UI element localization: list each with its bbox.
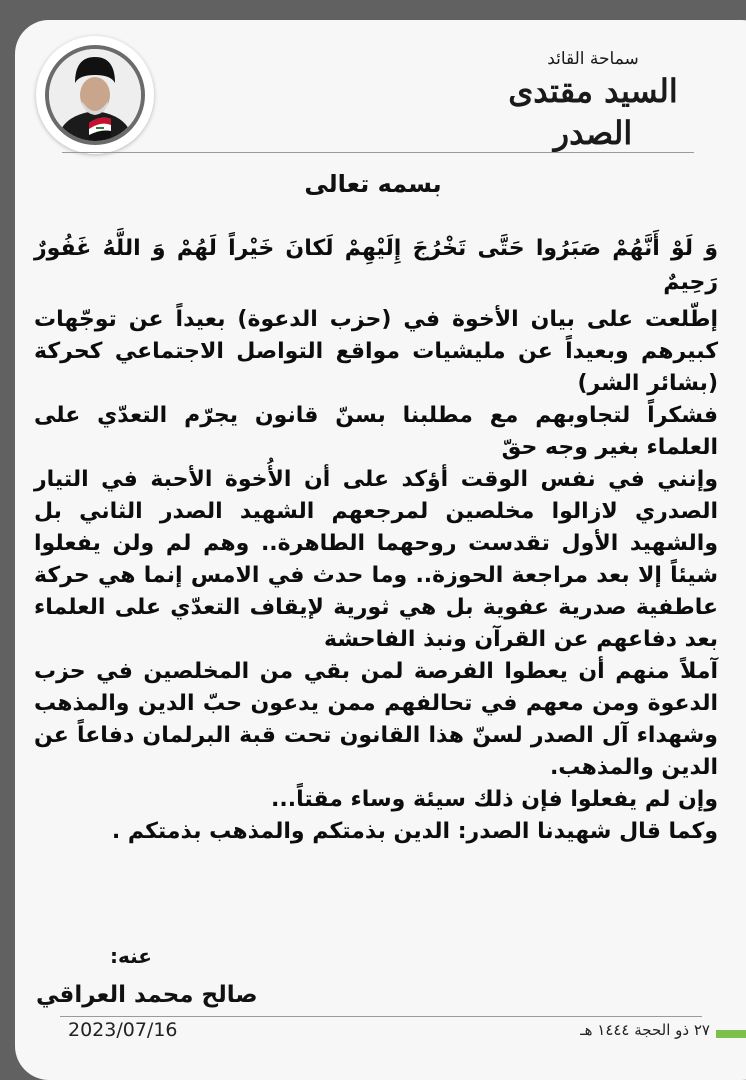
portrait-image [45,45,145,145]
paragraph: آملاً منهم أن يعطوا الفرصة لمن بقي من المخلصين في حزب الدعوة ومن معهم في تحالفهم ممن يدعون حبّ الدين والمذهب وشهداء آل الصدر لسنّ هذا القانون تحت قبة البرلمان دفاعاً عن الدين والمذهب. [34,659,718,780]
header-calligraphy [488,48,698,154]
corner-accent [716,1030,746,1038]
paragraph: وكما قال شهيدنا الصدر: الدين بذمتكم والمذهب بذمتكم . [111,819,718,844]
date-gregorian: 2023/07/16 [68,1019,178,1041]
signature-label: عنه: [110,944,152,968]
quran-verse: وَ لَوْ أَنَّهُمْ صَبَرُوا حَتَّى تَخْرُجَ إِلَيْهِمْ لَكانَ خَيْراً لَهُمْ وَ اللَّهُ غَفُورٌ رَحِيمٌ [34,236,718,295]
header-name: السيد مقتدى الصدر [508,72,678,152]
paragraph: إطّلعت على بيان الأخوة في (حزب الدعوة) بعيداً عن توجّهات كبيرهم وبعيداً عن مليشيات مواقع التواصل الاجتماعي كحركة (بشائر الشر) [34,307,718,396]
portrait-frame [36,36,154,154]
footer-divider [60,1016,702,1017]
paragraph: وإنني في نفس الوقت أؤكد على أن الأُخوة الأحبة في التيار الصدري لازالوا مخلصين لمرجعهم الشهيد الصدر الثاني بل والشهيد الأول تقدست روحهما الطاهرة.. وهم لم ولن يفعلوا شيئاً إلا بعد مراجعة الحوزة.. وما حدث في الامس إنما هي حركة عاطفية صدرية عفوية بل هي ثورية لإيقاف التعدّي على العلماء بعد دفاعهم عن القرآن ونبذ الفاحشة [34,467,718,652]
signature-name: صالح محمد العراقي [36,982,258,1008]
header-divider [62,152,694,153]
statement-body [34,232,718,848]
basmala-heading: بسمه تعالى [304,170,442,198]
header-subtitle: سماحة القائد [547,49,639,69]
portrait-icon [49,49,141,141]
paragraph: فشكراً لتجاوبهم مع مطلبنا بسنّ قانون يجرّم التعدّي على العلماء بغير وجه حقّ [34,403,718,460]
date-hijri: ٢٧ ذو الحجة ١٤٤٤ هـ [580,1021,710,1039]
paragraph: وإن لم يفعلوا فإن ذلك سيئة وساء مقتاً... [271,787,718,812]
